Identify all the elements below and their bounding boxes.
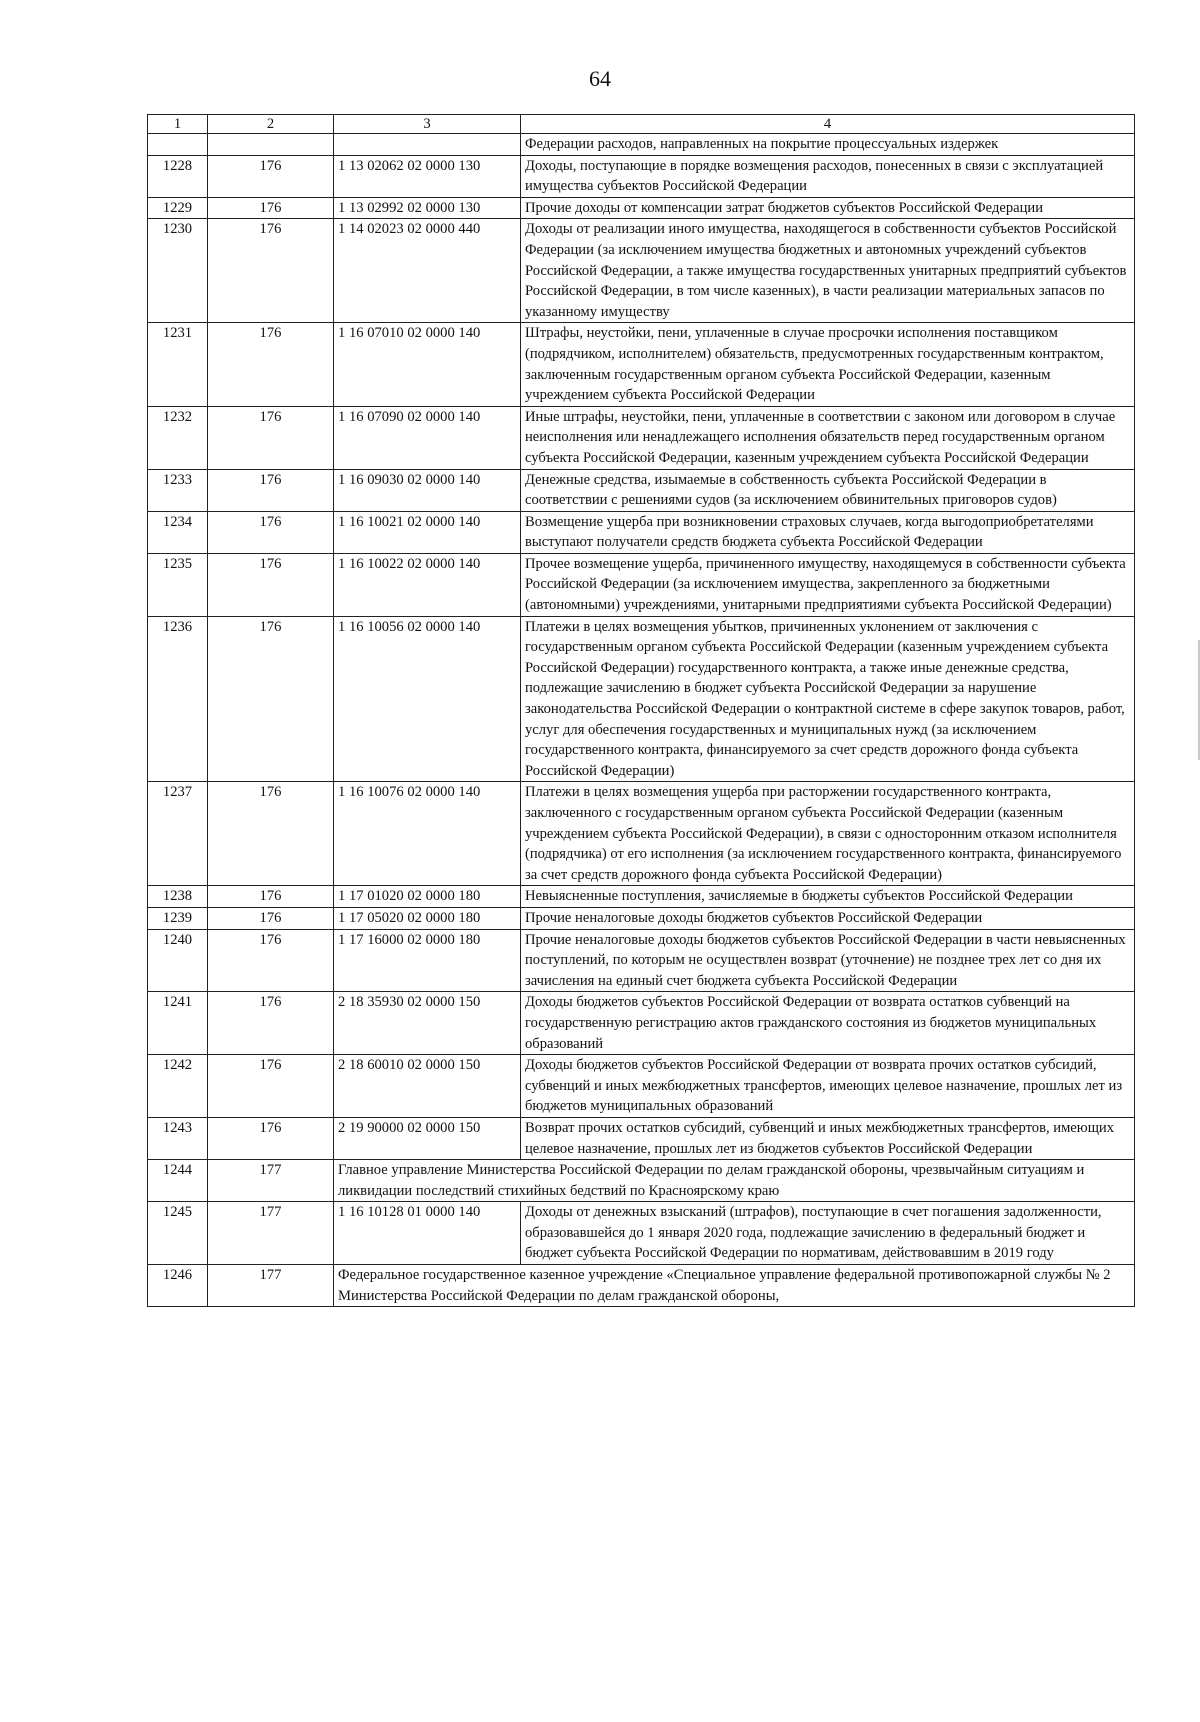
description-cell: Прочие доходы от компенсации затрат бюджетов субъектов Российской Федерации [521,197,1135,219]
budget-code-cell: 1 14 02023 02 0000 440 [334,219,521,323]
admin-code-cell: 176 [208,469,334,511]
description-cell: Прочие неналоговые доходы бюджетов субъектов Российской Федерации в части невыясненных поступлений, по которым не осуществлен возврат (уточнение) не позднее трех лет со дня их зачисления на единый счет бюджета субъекта Российской Федерации [521,929,1135,992]
admin-code-cell: 176 [208,406,334,469]
table-body [148,134,1135,1307]
budget-code-cell: 1 16 10022 02 0000 140 [334,553,521,616]
description-cell: Денежные средства, изымаемые в собственность субъекта Российской Федерации в соответствии с решениями судов (за исключением обвинительных приговоров судов) [521,469,1135,511]
budget-code-cell: 1 17 05020 02 0000 180 [334,907,521,929]
admin-code-cell: 176 [208,155,334,197]
description-cell: Главное управление Министерства Российской Федерации по делам гражданской обороны, чрезвычайным ситуациям и ликвидации последствий стихийных бедствий по Красноярскому краю [334,1160,1135,1202]
row-number-cell: 1231 [148,323,208,406]
row-number-cell: 1236 [148,616,208,782]
column-header: 2 [208,115,334,134]
description-cell: Федерации расходов, направленных на покрытие процессуальных издержек [521,134,1135,156]
admin-code-cell: 176 [208,886,334,908]
description-cell: Доходы бюджетов субъектов Российской Федерации от возврата прочих остатков субсидий, субвенций и иных межбюджетных трансфертов, имеющих целевое назначение, прошлых лет из бюджетов муниципальных образований [521,1055,1135,1118]
description-cell: Федеральное государственное казенное учреждение «Специальное управление федеральной противопожарной службы № 2 Министерства Российской Федерации по делам гражданской обороны, [334,1265,1135,1307]
row-number-cell: 1240 [148,929,208,992]
table-row [148,219,1135,323]
row-number-cell: 1242 [148,1055,208,1118]
table-row [148,1202,1135,1265]
table-row [148,992,1135,1055]
admin-code-cell: 176 [208,616,334,782]
table-row [148,1055,1135,1118]
table-row [148,1265,1135,1307]
table-row [148,782,1135,886]
admin-code-cell: 176 [208,197,334,219]
row-number-cell: 1230 [148,219,208,323]
table-row [148,511,1135,553]
budget-code-cell: 2 18 35930 02 0000 150 [334,992,521,1055]
budget-code-cell: 1 13 02062 02 0000 130 [334,155,521,197]
description-cell: Возврат прочих остатков субсидий, субвенций и иных межбюджетных трансфертов, имеющих целевое назначение, прошлых лет из бюджетов субъектов Российской Федерации [521,1117,1135,1159]
continuation-row [148,134,1135,156]
description-cell: Штрафы, неустойки, пени, уплаченные в случае просрочки исполнения поставщиком (подрядчиком, исполнителем) обязательств, предусмотренных государственным контрактом, заключенным государственным органом субъекта Российской Федерации, казенным учреждением субъекта Российской Федерации [521,323,1135,406]
row-number-cell: 1229 [148,197,208,219]
description-cell: Прочее возмещение ущерба, причиненного имуществу, находящемуся в собственности субъекта Российской Федерации (за исключением имущества, закрепленного за бюджетными (автономными) учреждениями, унитарными предприятиями субъекта Российской Федерации) [521,553,1135,616]
row-number-cell: 1233 [148,469,208,511]
budget-code-cell: 2 19 90000 02 0000 150 [334,1117,521,1159]
row-number-cell: 1239 [148,907,208,929]
row-number-cell: 1235 [148,553,208,616]
table-row [148,553,1135,616]
description-cell: Невыясненные поступления, зачисляемые в бюджеты субъектов Российской Федерации [521,886,1135,908]
row-number-cell: 1241 [148,992,208,1055]
column-header: 4 [521,115,1135,134]
row-number-cell: 1244 [148,1160,208,1202]
table-row [148,1117,1135,1159]
description-cell: Платежи в целях возмещения ущерба при расторжении государственного контракта, заключенного с государственным органом субъекта Российской Федерации (казенным учреждением субъекта Российской Федерации), в связи с односторонним отказом исполнителя (подрядчика) от его исполнения (за исключением государственного контракта, финансируемого за счет средств дорожного фонда субъекта Российской Федерации) [521,782,1135,886]
table-row [148,616,1135,782]
row-number-cell [148,134,208,156]
admin-code-cell: 176 [208,782,334,886]
budget-code-cell: 1 17 16000 02 0000 180 [334,929,521,992]
table-row [148,886,1135,908]
table-row [148,469,1135,511]
budget-code-cell: 1 16 10056 02 0000 140 [334,616,521,782]
description-cell: Доходы от денежных взысканий (штрафов), поступающие в счет погашения задолженности, образовавшейся до 1 января 2020 года, подлежащие зачислению в федеральный бюджет и бюджет субъекта Российской Федерации по нормативам, действовавшим в 2019 году [521,1202,1135,1265]
description-cell: Иные штрафы, неустойки, пени, уплаченные в соответствии с законом или договором в случае неисполнения или ненадлежащего исполнения обязательств перед государственным органом субъекта Российской Федерации, казенным учреждением субъекта Российской Федерации [521,406,1135,469]
row-number-cell: 1245 [148,1202,208,1265]
admin-code-cell: 177 [208,1265,334,1307]
admin-code-cell: 176 [208,553,334,616]
budget-code-cell: 1 13 02992 02 0000 130 [334,197,521,219]
budget-code-cell: 1 16 09030 02 0000 140 [334,469,521,511]
row-number-cell: 1243 [148,1117,208,1159]
row-number-cell: 1234 [148,511,208,553]
admin-code-cell [208,134,334,156]
admin-code-cell: 176 [208,511,334,553]
budget-code-cell [334,134,521,156]
admin-code-cell: 177 [208,1202,334,1265]
row-number-cell: 1246 [148,1265,208,1307]
column-header: 1 [148,115,208,134]
admin-code-cell: 176 [208,907,334,929]
budget-code-cell: 1 16 07090 02 0000 140 [334,406,521,469]
budget-code-cell: 2 18 60010 02 0000 150 [334,1055,521,1118]
admin-code-cell: 176 [208,323,334,406]
budget-code-cell: 1 16 07010 02 0000 140 [334,323,521,406]
budget-code-cell: 1 16 10128 01 0000 140 [334,1202,521,1265]
budget-code-cell: 1 16 10076 02 0000 140 [334,782,521,886]
admin-code-cell: 176 [208,929,334,992]
table-row [148,155,1135,197]
description-cell: Возмещение ущерба при возникновении страховых случаев, когда выгодоприобретателями выступают получатели средств бюджета субъекта Российской Федерации [521,511,1135,553]
description-cell: Доходы от реализации иного имущества, находящегося в собственности субъектов Российской Федерации (за исключением имущества бюджетных и автономных учреждений субъектов Российской Федерации, а также имущества государственных унитарных предприятий субъектов Российской Федерации, в том числе казенных), в части реализации материальных запасов по указанному имуществу [521,219,1135,323]
table-row [148,907,1135,929]
table-row [148,323,1135,406]
admin-code-cell: 176 [208,992,334,1055]
table-row [148,1160,1135,1202]
revenue-codes-table [147,114,1135,1307]
row-number-cell: 1237 [148,782,208,886]
table-header-row [148,115,1135,134]
admin-code-cell: 176 [208,1055,334,1118]
description-cell: Прочие неналоговые доходы бюджетов субъектов Российской Федерации [521,907,1135,929]
row-number-cell: 1228 [148,155,208,197]
row-number-cell: 1232 [148,406,208,469]
budget-code-cell: 1 17 01020 02 0000 180 [334,886,521,908]
table-row [148,929,1135,992]
row-number-cell: 1238 [148,886,208,908]
page-number: 64 [589,66,611,91]
description-cell: Доходы, поступающие в порядке возмещения расходов, понесенных в связи с эксплуатацией имущества субъектов Российской Федерации [521,155,1135,197]
column-header: 3 [334,115,521,134]
table-row [148,197,1135,219]
budget-code-cell: 1 16 10021 02 0000 140 [334,511,521,553]
admin-code-cell: 176 [208,219,334,323]
admin-code-cell: 176 [208,1117,334,1159]
description-cell: Доходы бюджетов субъектов Российской Федерации от возврата остатков субвенций на государственную регистрацию актов гражданского состояния из бюджетов муниципальных образований [521,992,1135,1055]
admin-code-cell: 177 [208,1160,334,1202]
table-row [148,406,1135,469]
description-cell: Платежи в целях возмещения убытков, причиненных уклонением от заключения с государственным органом субъекта Российской Федерации (казенным учреждением субъекта Российской Федерации) государственного контракта, а также иные денежные средства, подлежащие зачислению в бюджет субъекта Российской Федерации за нарушение законодательства Российской Федерации о контрактной системе в сфере закупок товаров, работ, услуг для обеспечения государственных и муниципальных нужд (за исключением государственного контракта, финансируемого за счет средств дорожного фонда субъекта Российской Федерации) [521,616,1135,782]
